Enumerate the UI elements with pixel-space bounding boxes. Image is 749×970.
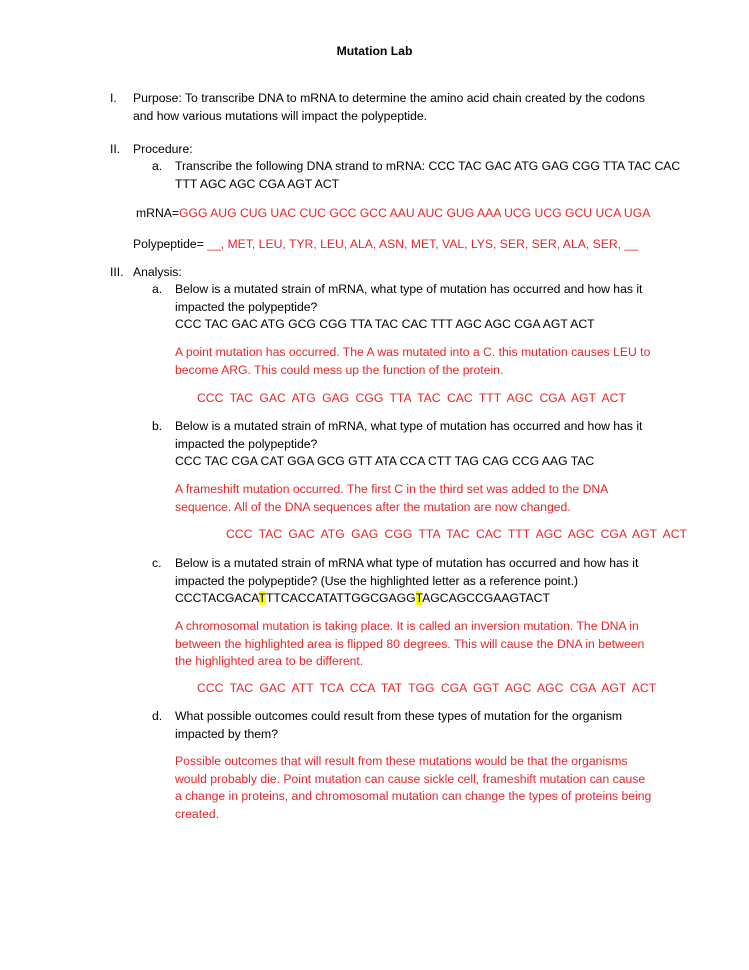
question-line: What possible outcomes could result from these types of mutation for the organism (175, 709, 623, 723)
question-line: Below is a mutated strain of mRNA what type of mutation has occurred and how has it (175, 556, 639, 570)
question-line: Below is a mutated strain of mRNA, what type of mutation has occurred and how has it (175, 419, 643, 433)
analysis-b-answer (175, 481, 608, 516)
page-title: Mutation Lab (336, 44, 413, 58)
analysis-a-sequence: CCC TAC GAC ATG GAG CGG TTA TAC CAC TTT AGC CGA AGT ACT (197, 391, 626, 405)
answer-line: become ARG. This could mess up the function of the protein. (175, 362, 504, 377)
procedure-a-line: Transcribe the following DNA strand to mRNA: CCC TAC GAC ATG GAG CGG TTA TAC CAC (175, 159, 681, 173)
answer-line: a change in proteins, and chromosomal mutation can change the types of proteins being (175, 789, 652, 803)
analysis-d-answer (175, 753, 651, 823)
highlighted-letter: T (415, 591, 423, 605)
question-sequence: CCC TAC GAC ATG GCG CGG TTA TAC CAC TTT AGC AGC CGA AGT ACT (175, 317, 595, 331)
question-strand (175, 590, 638, 608)
answer-line: created. (175, 806, 220, 821)
analysis-b-question (175, 418, 642, 471)
procedure-a-text (175, 158, 680, 193)
question-line: Below is a mutated strain of mRNA, what type of mutation has occurred and how has it (175, 282, 643, 296)
polypeptide-value: __, MET, LEU, TYR, LEU, ALA, ASN, MET, VAL, LYS, SER, SER, ALA, SER, __ (207, 237, 638, 251)
strand-segment: TTCACCATATTGGCGAGG (265, 591, 416, 605)
answer-line: A frameshift mutation occurred. The first C in the third set was added to the DNA (175, 482, 609, 496)
answer-line: A chromosomal mutation is taking place. It is called an inversion mutation. The DNA in (175, 619, 639, 633)
question-sequence: CCC TAC CGA CAT GGA GCG GTT ATA CCA CTT TAG CAG CCG AAG TAC (175, 454, 595, 468)
mrna-label: mRNA= (136, 206, 180, 220)
analysis-c-sequence: CCC TAC GAC ATT TCA CCA TAT TGG CGA GGT AGC AGC CGA AGT ACT (197, 681, 657, 695)
section-numeral-analysis: III. (110, 265, 124, 279)
polypeptide-label: Polypeptide= (133, 237, 204, 251)
answer-line: between the highlighted area is flipped 80 degrees. This will cause the DNA in between (175, 636, 645, 651)
purpose-line: Purpose: To transcribe DNA to mRNA to determine the amino acid chain created by the codons (133, 91, 645, 105)
analysis-c-question (175, 555, 638, 608)
strand-segment: AGCAGCCGAAGTACT (422, 591, 550, 605)
analysis-b-letter: b. (152, 419, 163, 433)
answer-line: the highlighted area to be different. (175, 654, 364, 668)
analysis-a-question (175, 281, 642, 334)
purpose-line: and how various mutations will impact the polypeptide. (133, 108, 428, 123)
mrna-line (136, 206, 650, 220)
mrna-value: GGG AUG CUG UAC CUC GCC GCC AAU AUC GUG AAA UCG UCG GCU UCA UGA (179, 206, 651, 220)
analysis-c-answer (175, 618, 644, 671)
analysis-d-letter: d. (152, 709, 163, 723)
procedure-a-letter: a. (152, 159, 163, 173)
procedure-heading: Procedure: (133, 142, 193, 156)
purpose-text (133, 90, 645, 125)
analysis-d-question (175, 708, 622, 743)
answer-line: sequence. All of the DNA sequences after the mutation are now changed. (175, 499, 571, 514)
section-numeral-purpose: I. (110, 91, 117, 105)
section-numeral-procedure: II. (110, 142, 121, 156)
question-line: impacted the polypeptide? (175, 299, 318, 314)
question-line: impacted the polypeptide? (175, 436, 318, 451)
analysis-a-letter: a. (152, 282, 163, 296)
procedure-a-line: TTT AGC AGC CGA AGT ACT (175, 176, 340, 191)
analysis-a-answer (175, 344, 650, 379)
highlighted-letter: T (258, 591, 266, 605)
analysis-c-letter: c. (152, 556, 162, 570)
analysis-heading: Analysis: (133, 265, 182, 279)
polypeptide-line (133, 237, 638, 251)
strand-segment: CCCTACGACA (175, 591, 259, 605)
answer-line: Possible outcomes that will result from these mutations would be that the organisms (175, 754, 628, 768)
answer-line: would probably die. Point mutation can cause sickle cell, frameshift mutation can cause (175, 771, 646, 786)
question-line: impacted by them? (175, 726, 278, 741)
question-line: impacted the polypeptide? (Use the highlighted letter as a reference point.) (175, 573, 579, 588)
analysis-b-sequence: CCC TAC GAC ATG GAG CGG TTA TAC CAC TTT AGC AGC CGA AGT ACT (226, 527, 687, 541)
answer-line: A point mutation has occurred. The A was mutated into a C. this mutation causes LEU to (175, 345, 651, 359)
